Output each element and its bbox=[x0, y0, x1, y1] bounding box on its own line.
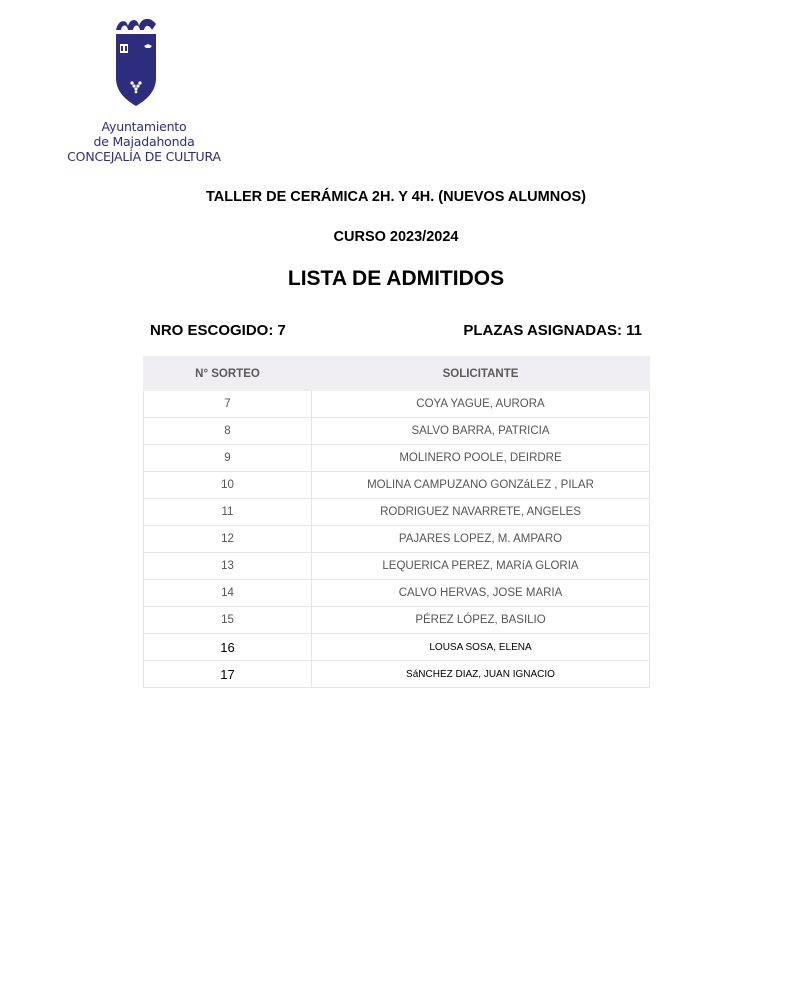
municipal-logo bbox=[58, 14, 230, 166]
table-row bbox=[144, 607, 650, 634]
applicant-name: LOUSA SOSA, ELENA bbox=[312, 634, 650, 661]
draw-number: 15 bbox=[144, 607, 312, 634]
draw-number: 9 bbox=[144, 445, 312, 472]
logo-line-1: Ayuntamiento bbox=[101, 119, 187, 134]
draw-number: 8 bbox=[144, 418, 312, 445]
table-row bbox=[144, 418, 650, 445]
applicant-name: MOLINERO POOLE, DEIRDRE bbox=[312, 445, 650, 472]
applicant-name: MOLINA CAMPUZANO GONZáLEZ , PILAR bbox=[312, 472, 650, 499]
table-row bbox=[144, 391, 650, 418]
draw-number: 7 bbox=[144, 391, 312, 418]
applicant-name: LEQUERICA PEREZ, MARíA GLORIA bbox=[312, 553, 650, 580]
header-applicant: SOLICITANTE bbox=[312, 357, 650, 391]
coat-of-arms-icon bbox=[112, 16, 160, 108]
table-row bbox=[144, 634, 650, 661]
draw-number: 14 bbox=[144, 580, 312, 607]
applicant-name: RODRIGUEZ NAVARRETE, ANGELES bbox=[312, 499, 650, 526]
table-row bbox=[144, 499, 650, 526]
applicant-name: SALVO BARRA, PATRICIA bbox=[312, 418, 650, 445]
applicant-name: CALVO HERVAS, JOSE MARIA bbox=[312, 580, 650, 607]
draw-number: 17 bbox=[144, 661, 312, 688]
table-header-row bbox=[144, 357, 650, 391]
draw-number: 10 bbox=[144, 472, 312, 499]
draw-number: 16 bbox=[144, 634, 312, 661]
admitted-table bbox=[143, 356, 650, 688]
table-row bbox=[144, 445, 650, 472]
chosen-number: NRO ESCOGIDO: 7 bbox=[150, 322, 286, 339]
course-title: TALLER DE CERÁMICA 2H. Y 4H. (NUEVOS ALUMNOS) bbox=[206, 189, 586, 205]
draw-number: 12 bbox=[144, 526, 312, 553]
logo-line-3: CONCEJALÍA DE CULTURA bbox=[67, 149, 221, 164]
table-row bbox=[144, 553, 650, 580]
logo-text bbox=[58, 119, 230, 164]
applicant-name: PAJARES LOPEZ, M. AMPARO bbox=[312, 526, 650, 553]
draw-number: 11 bbox=[144, 499, 312, 526]
table-row bbox=[144, 580, 650, 607]
draw-number: 13 bbox=[144, 553, 312, 580]
applicant-name: COYA YAGUE, AURORA bbox=[312, 391, 650, 418]
list-title: LISTA DE ADMITIDOS bbox=[287, 267, 505, 290]
table-row bbox=[144, 661, 650, 688]
table-row bbox=[144, 472, 650, 499]
applicant-name: PÉREZ LÓPEZ, BASILIO bbox=[312, 607, 650, 634]
applicant-name: SáNCHEZ DIAZ, JUAN IGNACIO bbox=[312, 661, 650, 688]
table-row bbox=[144, 526, 650, 553]
header-draw-number: N° SORTEO bbox=[144, 357, 312, 391]
assigned-places: PLAZAS ASIGNADAS: 11 bbox=[463, 322, 642, 339]
course-year: CURSO 2023/2024 bbox=[333, 229, 459, 245]
logo-line-2: de Majadahonda bbox=[93, 134, 195, 149]
